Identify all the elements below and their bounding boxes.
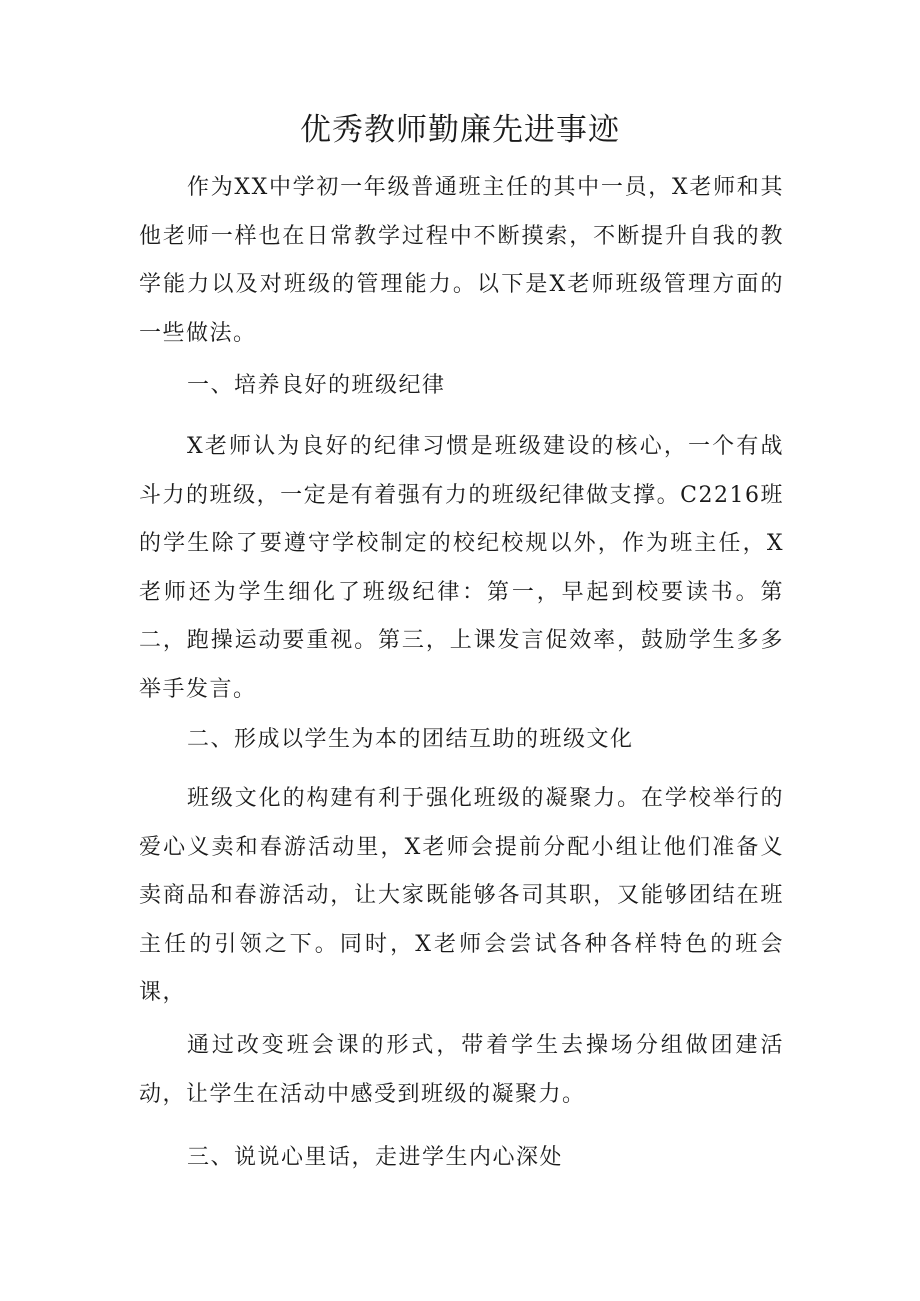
document-title: 优秀教师勤廉先进事迹 — [300, 112, 620, 148]
section-3-heading: 三、说说心里话，走进学生内心深处 — [187, 1145, 564, 1170]
section-2-paragraph-2: 通过改变班会课的形式，带着学生去操场分组做团建活动，让学生在活动中感受到班级的凝聚力。 — [139, 1033, 784, 1107]
intro-paragraph: 作为XX中学初一年级普通班主任的其中一员，X老师和其他老师一样也在日常教学过程中不断摸索，不断提升自我的教学能力以及对班级的管理能力。以下是X老师班级管理方面的一些做法。 — [139, 175, 784, 346]
section-1-paragraph: X老师认为良好的纪律习惯是班级建设的核心，一个有战斗力的班级，一定是有着强有力的班级纪律做支撑。C2216班的学生除了要遵守学校制定的校纪校规以外，作为班主任，X老师还为学生细化了班级纪律：第一，早起到校要读书。第二，跑操运动要重视。第三，上课发言促效率，鼓励学生多多举手发言。 — [139, 434, 784, 702]
section-2-paragraph-1: 班级文化的构建有利于强化班级的凝聚力。在学校举行的爱心义卖和春游活动里，X老师会提前分配小组让他们准备义卖商品和春游活动，让大家既能够各司其职，又能够团结在班主任的引领之下。同时，X老师会尝试各种各样特色的班会课， — [139, 786, 784, 1005]
section-2-heading: 二、形成以学生为本的团结互助的班级文化 — [187, 727, 634, 752]
section-1-heading: 一、培养良好的班级纪律 — [187, 373, 446, 398]
